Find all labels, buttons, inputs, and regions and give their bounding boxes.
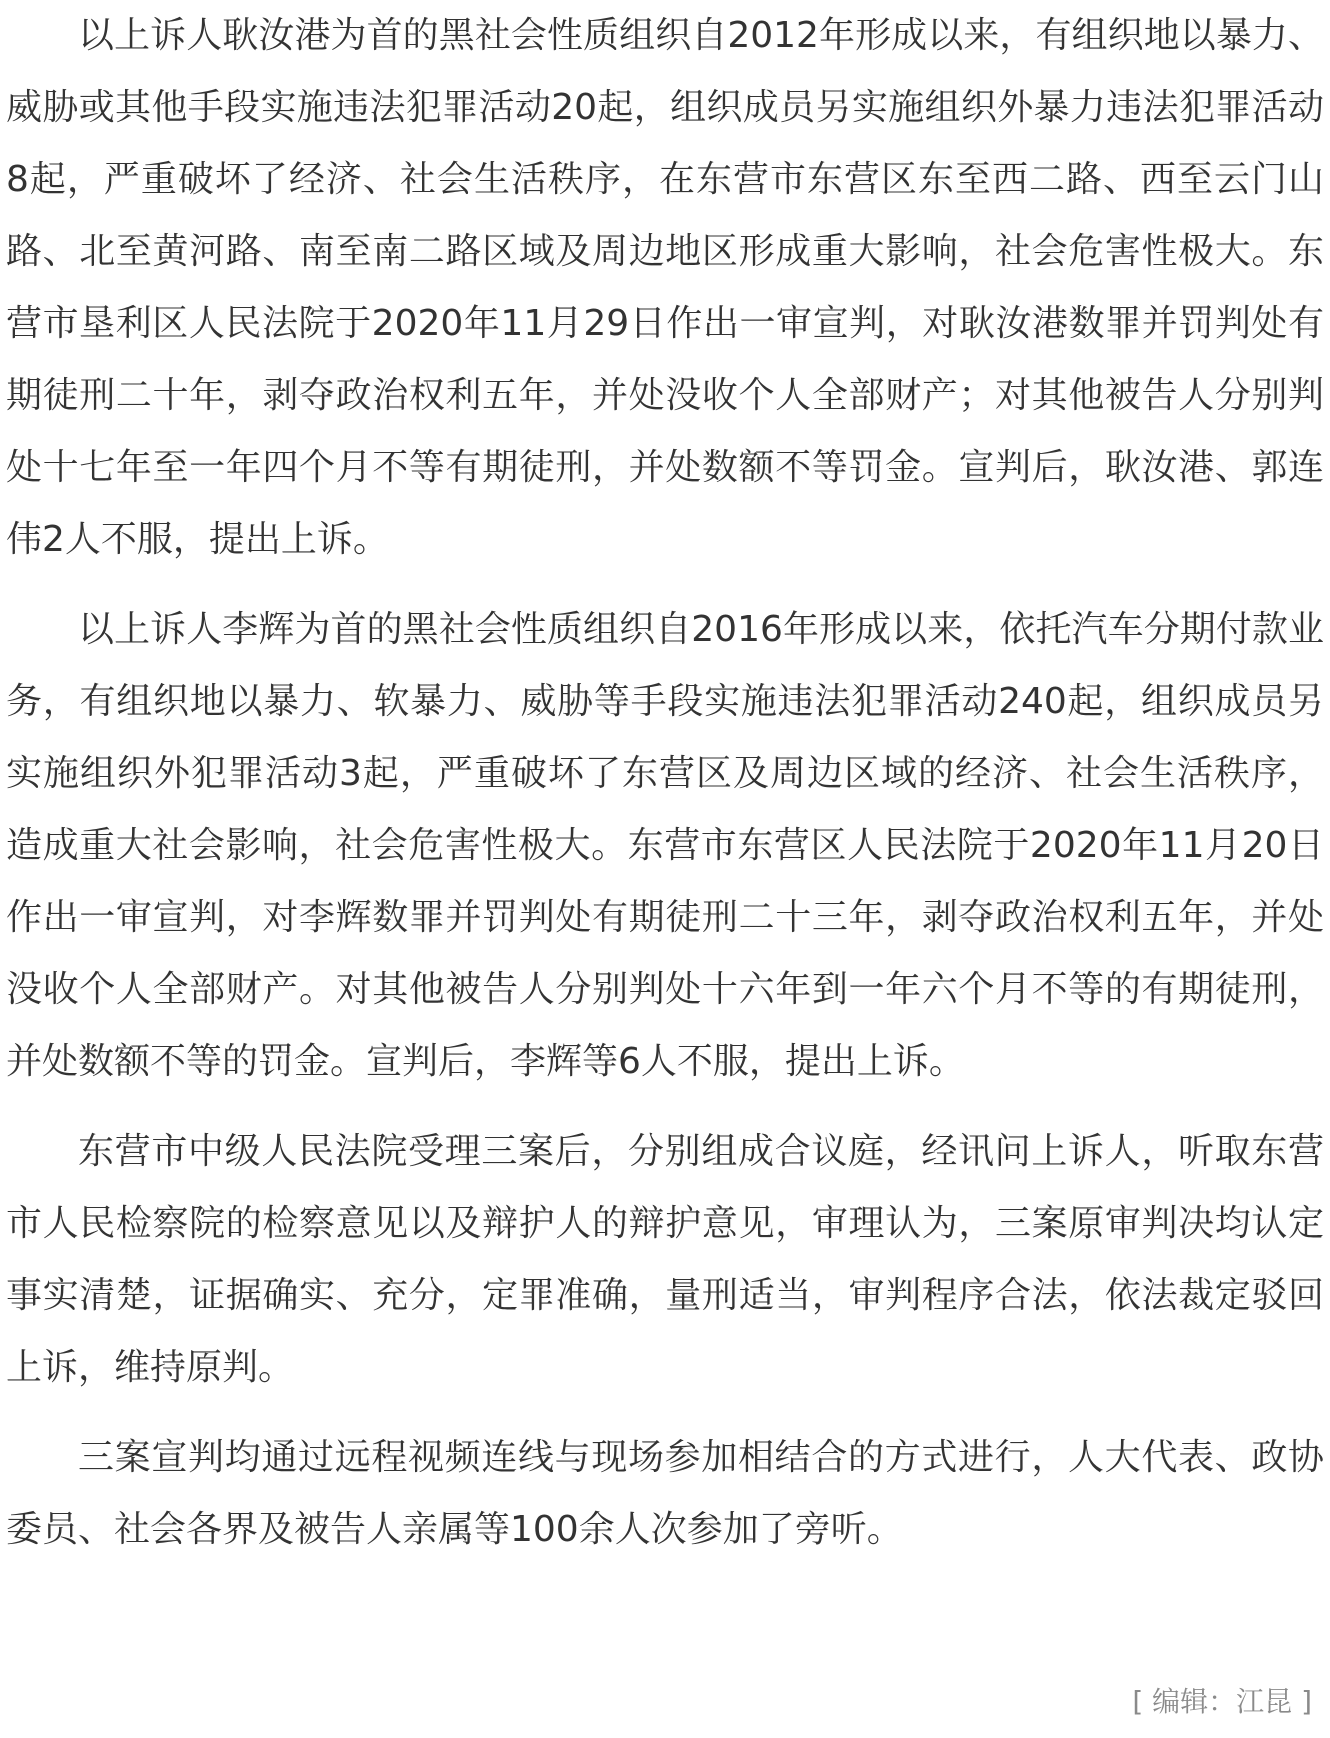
paragraph-1: 以上诉人耿汝港为首的黑社会性质组织自2012年形成以来，有组织地以暴力、威胁或其他手段实施违法犯罪活动20起，组织成员另实施组织外暴力违法犯罪活动8起，严重破坏了经济、社会生活秩序，在东营市东营区东至西二路、西至云门山路、北至黄河路、南至南二路区域及周边地区形成重大影响，社会危害性极大。东营市垦利区人民法院于2020年11月29日作出一审宣判，对耿汝港数罪并罚判处有期徒刑二十年，剥夺政治权利五年，并处没收个人全部财产；对其他被告人分别判处十七年至一年四个月不等有期徒刑，并处数额不等罚金。宣判后，耿汝港、郭连伟2人不服，提出上诉。 [6, 15, 1324, 560]
editor-credit: [ 编辑：江昆 ] [1132, 1685, 1312, 1718]
article-body [6, 0, 1324, 1566]
paragraph-3: 东营市中级人民法院受理三案后，分别组成合议庭，经讯问上诉人，听取东营市人民检察院的检察意见以及辩护人的辩护意见，审理认为，三案原审判决均认定事实清楚，证据确实、充分，定罪准确，量刑适当，审判程序合法，依法裁定驳回上诉，维持原判。 [6, 1131, 1324, 1388]
paragraph-2: 以上诉人李辉为首的黑社会性质组织自2016年形成以来，依托汽车分期付款业务，有组织地以暴力、软暴力、威胁等手段实施违法犯罪活动240起，组织成员另实施组织外犯罪活动3起，严重破坏了东营区及周边区域的经济、社会生活秩序，造成重大社会影响，社会危害性极大。东营市东营区人民法院于2020年11月20日作出一审宣判，对李辉数罪并罚判处有期徒刑二十三年，剥夺政治权利五年，并处没收个人全部财产。对其他被告人分别判处十六年到一年六个月不等的有期徒刑，并处数额不等的罚金。宣判后，李辉等6人不服，提出上诉。 [6, 609, 1324, 1082]
paragraph-4: 三案宣判均通过远程视频连线与现场参加相结合的方式进行，人大代表、政协委员、社会各界及被告人亲属等100余人次参加了旁听。 [6, 1437, 1324, 1550]
